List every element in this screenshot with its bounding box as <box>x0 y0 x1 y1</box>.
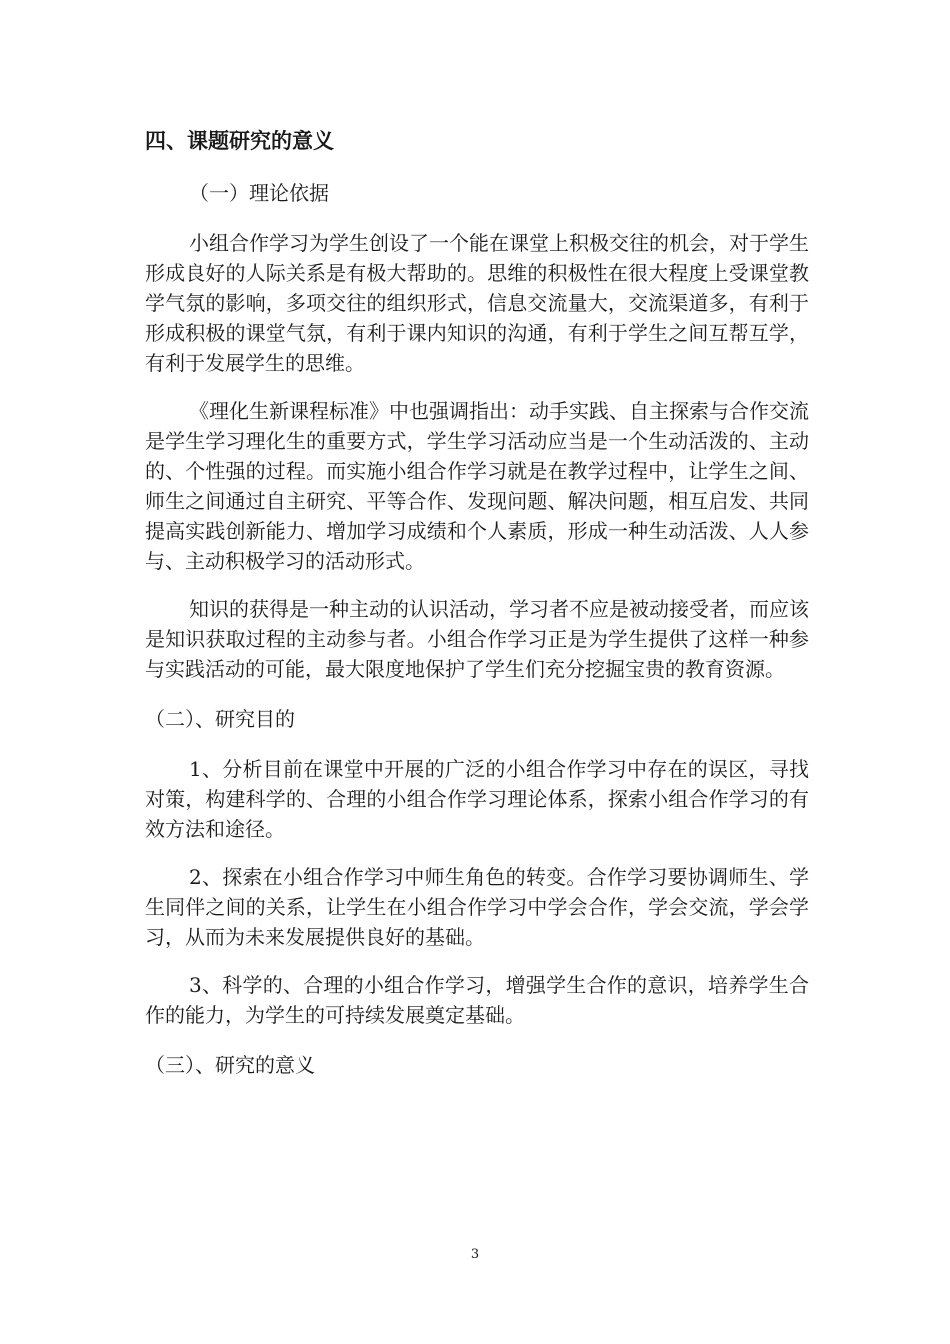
paragraph-theory-1: 小组合作学习为学生创设了一个能在课堂上积极交往的机会，对于学生形成良好的人际关系是有极大帮助的。思维的积极性在很大程度上受课堂教学气氛的影响，多项交往的组织形式，信息交流量大，交流渠道多，有利于形成积极的课堂气氛，有利于课内知识的沟通，有利于学生之间互帮互学，有利于发展学生的思维。 <box>145 231 809 375</box>
paragraph-theory-3: 知识的获得是一种主动的认识活动，学习者不应是被动接受者，而应该是知识获取过程的主动参与者。小组合作学习正是为学生提供了这样一种参与实践活动的可能，最大限度地保护了学生们充分挖掘宝贵的教育资源。 <box>145 597 809 681</box>
paragraph-purpose-3: 3、科学的、合理的小组合作学习，增强学生合作的意识，培养学生合作的能力，为学生的可持续发展奠定基础。 <box>145 973 809 1027</box>
subheading-research-significance: （三）、研究的意义 <box>145 1053 315 1077</box>
subheading-theory-basis: （一）理论依据 <box>189 181 329 205</box>
paragraph-theory-2: 《理化生新课程标准》中也强调指出：动手实践、自主探索与合作交流是学生学习理化生的重要方式，学生学习活动应当是一个生动活泼的、主动的、个性强的过程。而实施小组合作学习就是在教学过程中，让学生之间、师生之间通过自主研究、平等合作、发现问题、解决问题，相互启发、共同提高实践创新能力、增加学习成绩和个人素质，形成一种生动活泼、人人参与、主动积极学习的活动形式。 <box>145 399 809 573</box>
paragraph-purpose-1: 1、分析目前在课堂中开展的广泛的小组合作学习中存在的误区，寻找对策，构建科学的、合理的小组合作学习理论体系，探索小组合作学习的有效方法和途径。 <box>145 757 809 841</box>
page-content <box>145 124 809 1100</box>
subheading-research-purpose: （二）、研究目的 <box>145 707 295 731</box>
paragraph-purpose-2: 2、探索在小组合作学习中师生角色的转变。合作学习要协调师生、学生同伴之间的关系，让学生在小组合作学习中学会合作，学会交流，学会学习，从而为未来发展提供良好的基础。 <box>145 865 809 949</box>
section-title: 四、课题研究的意义 <box>145 129 334 153</box>
page-number: 3 <box>470 1247 480 1262</box>
